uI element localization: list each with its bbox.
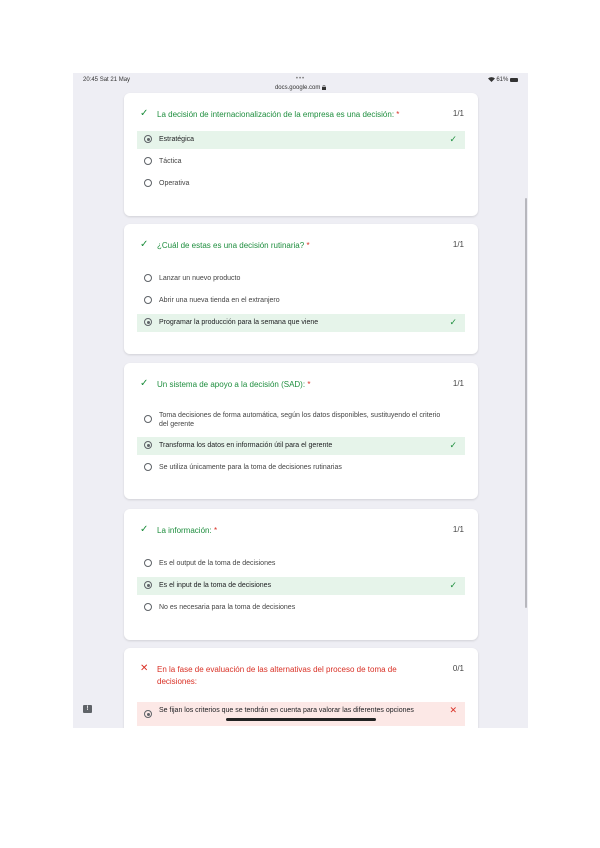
option-row[interactable]: [137, 555, 465, 573]
question-card-5: [124, 648, 478, 728]
radio-empty-icon[interactable]: [144, 179, 152, 187]
question-title-text: ¿Cuál de estas es una decisión rutinaria?: [157, 241, 305, 250]
radio-selected-icon[interactable]: [144, 710, 152, 718]
option-label: Lanzar un nuevo producto: [159, 275, 241, 282]
correct-check-icon: ✓: [449, 317, 457, 327]
battery-icon: [510, 78, 518, 82]
radio-empty-icon[interactable]: [144, 463, 152, 471]
feedback-icon[interactable]: !: [83, 705, 92, 713]
radio-selected-icon[interactable]: [144, 135, 152, 143]
radio-empty-icon[interactable]: [144, 157, 152, 165]
radio-empty-icon[interactable]: [144, 296, 152, 304]
incorrect-cross-icon: ✕: [449, 705, 457, 715]
option-row[interactable]: [137, 599, 465, 617]
correct-check-icon: ✓: [140, 524, 149, 535]
option-row[interactable]: [137, 270, 465, 288]
option-row[interactable]: [137, 459, 465, 477]
question-score: 1/1: [452, 525, 464, 534]
status-date-text: Sat 21 May: [99, 77, 131, 83]
radio-empty-icon[interactable]: [144, 274, 152, 282]
url-text: docs.google.com: [274, 85, 321, 92]
option-label: Se utiliza únicamente para la toma de decisiones rutinarias: [159, 464, 342, 471]
question-score: 1/1: [452, 240, 464, 249]
question-card-3: [124, 363, 478, 499]
option-label: Es el input de la toma de decisiones: [159, 582, 272, 589]
question-score: 1/1: [452, 379, 464, 388]
option-row[interactable]: [137, 702, 465, 726]
question-card-2: [124, 224, 478, 354]
question-title: [157, 664, 427, 688]
lock-icon: [322, 85, 326, 90]
question-score: 0/1: [452, 664, 464, 673]
home-indicator[interactable]: [226, 718, 376, 721]
battery-percent: 61%: [496, 77, 509, 84]
question-title-text: La decisión de internacionalización de la empresa es una decisión:: [157, 110, 395, 119]
question-title: [157, 379, 427, 391]
correct-check-icon: ✓: [449, 134, 457, 144]
radio-empty-icon[interactable]: [144, 603, 152, 611]
option-label: Se fijan los criterios que se tendrán en cuenta para valorar las diferentes opciones: [159, 707, 414, 714]
question-title-text: En la fase de evaluación de las alternativas del proceso de toma de decisiones:: [157, 665, 397, 686]
question-title-text: La información:: [157, 526, 212, 535]
incorrect-cross-icon: ✕: [140, 663, 149, 674]
scrollbar[interactable]: [525, 198, 527, 608]
option-row[interactable]: [137, 153, 465, 171]
option-label: Es el output de la toma de decisiones: [159, 560, 276, 567]
radio-empty-icon[interactable]: [144, 415, 152, 423]
required-asterisk: *: [306, 241, 310, 250]
status-time-text: 20:45: [83, 77, 99, 83]
option-label: Estratégica: [159, 136, 195, 143]
option-row[interactable]: [137, 314, 465, 332]
correct-check-icon: ✓: [140, 239, 149, 250]
status-right: [488, 77, 518, 83]
option-label: Operativa: [159, 180, 190, 187]
question-title-text: Un sistema de apoyo a la decisión (SAD):: [157, 380, 306, 389]
radio-selected-icon[interactable]: [144, 441, 152, 449]
radio-selected-icon[interactable]: [144, 581, 152, 589]
option-row[interactable]: [137, 175, 465, 193]
question-title: [157, 525, 427, 537]
browser-screen: [73, 73, 528, 728]
option-label: No es necesaria para la toma de decisiones: [159, 604, 296, 611]
correct-check-icon: ✓: [140, 108, 149, 119]
correct-check-icon: ✓: [449, 440, 457, 450]
address-bar-url[interactable]: [73, 85, 528, 91]
option-row[interactable]: [137, 577, 465, 595]
option-row[interactable]: [137, 131, 465, 149]
option-label: Programar la producción para la semana que viene: [159, 319, 319, 326]
option-row[interactable]: [137, 407, 465, 431]
required-asterisk: *: [396, 110, 400, 119]
question-title: [157, 240, 427, 252]
option-row[interactable]: [137, 292, 465, 310]
multitask-dots-icon[interactable]: •••: [295, 76, 306, 82]
option-label: Transforma los datos en información útil para el gerente: [159, 442, 333, 449]
required-asterisk: *: [213, 526, 218, 535]
question-score: 1/1: [452, 109, 464, 118]
correct-check-icon: ✓: [449, 580, 457, 590]
option-row[interactable]: [137, 437, 465, 455]
wifi-icon: [488, 77, 495, 82]
option-label: Toma decisiones de forma automática, según los datos disponibles, sustituyendo el criterio del gerente: [159, 412, 441, 428]
correct-check-icon: ✓: [140, 378, 149, 389]
radio-empty-icon[interactable]: [144, 559, 152, 567]
question-title: [157, 109, 427, 121]
required-asterisk: *: [307, 380, 311, 389]
option-label: Abrir una nueva tienda en el extranjero: [159, 297, 280, 304]
radio-selected-icon[interactable]: [144, 318, 152, 326]
question-card-1: [124, 93, 478, 216]
option-label: Táctica: [159, 158, 182, 165]
question-card-4: [124, 509, 478, 640]
